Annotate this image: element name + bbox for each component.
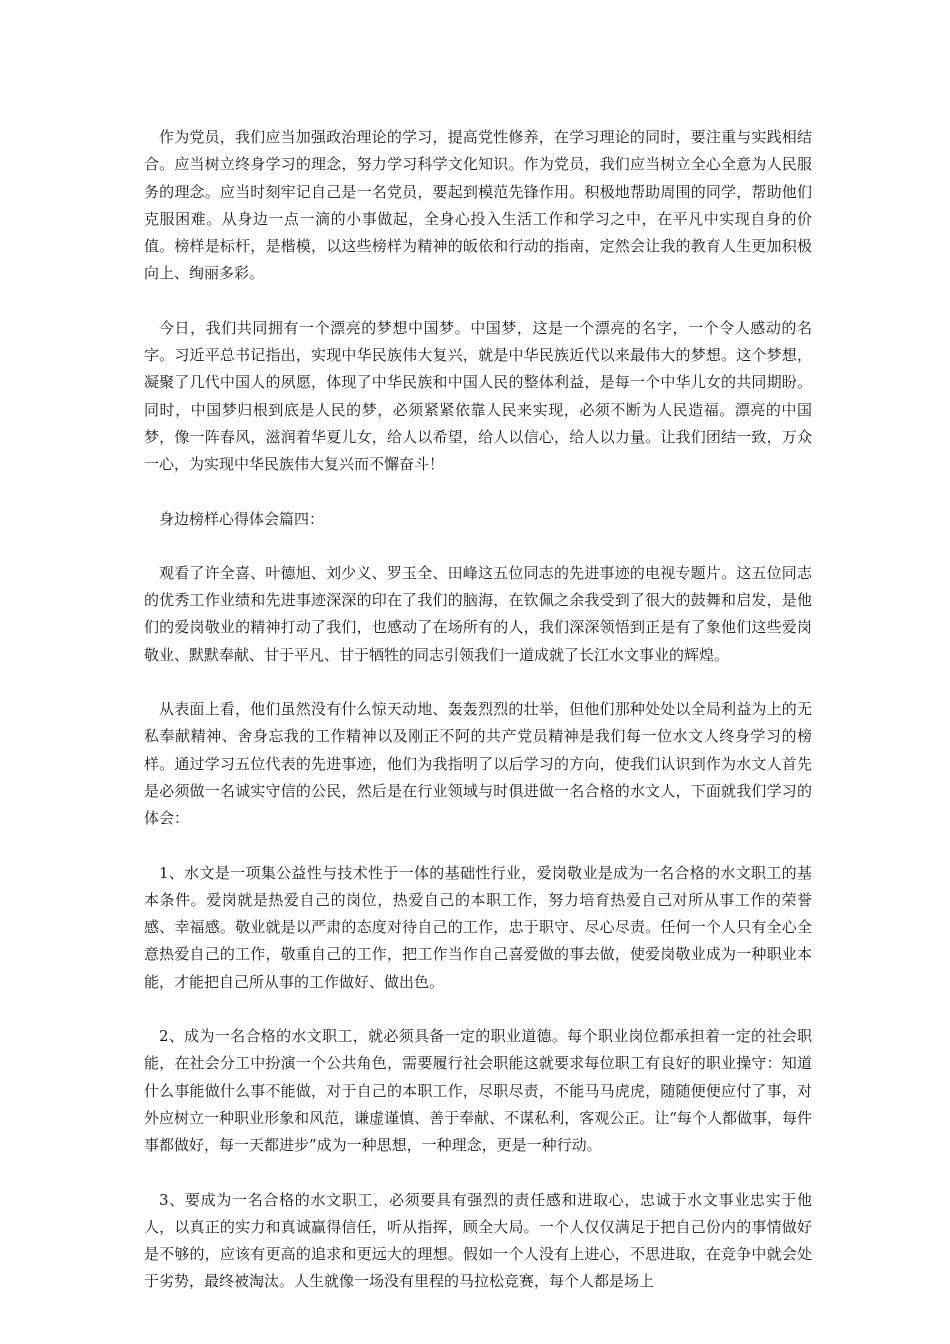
section-heading: 身边榜样心得体会篇四：	[159, 509, 325, 528]
paragraph-point-2: 2、成为一名合格的水文职工，就必须具备一定的职业道德。每个职业岗位都承担着一定的社会职能，在社会分工中扮演一个公共角色，需要履行社会职能这就要求每位职工有良好的职业操守：知道什么事能做什么事不能做，对于自己的本职工作，尽职尽责，不能马马虎虎，随随便便应付了事，对外应树立一种职业形象和风范，谦虚谨慎、善于奉献、不谋私利，客观公正。让“每个人都做事，每件事都做好，每一天都进步”成为一种思想，一种理念，更是一种行动。	[144, 1027, 812, 1155]
paragraph-surface-view: 从表面上看，他们虽然没有什么惊天动地、轰轰烈烈的壮举，但他们那种处处以全局利益为上的无私奉献精神、舍身忘我的工作精神以及刚正不阿的共产党员精神是我们每一位水文人终身学习的榜样。通过学习五位代表的先进事迹，他们为我指明了以后学习的方向，使我们认识到作为水文人首先是必须做一名诚实守信的公民，然后是在行业领域与时俱进做一名合格的水文人，下面就我们学习的体会：	[144, 700, 812, 828]
paragraph-party-member: 作为党员，我们应当加强政治理论的学习，提高党性修养，在学习理论的同时，要注重与实践相结合。应当树立终身学习的理念，努力学习科学文化知识。作为党员，我们应当树立全心全意为人民服务的理念。应当时刻牢记自己是一名党员，要起到模范先锋作用。积极地帮助周围的同学，帮助他们克服困难。从身边一点一滴的小事做起，全身心投入生活工作和学习之中，在平凡中实现自身的价值。榜样是标杆，是楷模，以这些榜样为精神的皈依和行动的指南，定然会让我的教育人生更加积极向上、绚丽多彩。	[144, 128, 812, 283]
paragraph-five-comrades: 观看了许全喜、叶德旭、刘少义、罗玉全、田峰这五位同志的先进事迹的电视专题片。这五位同志的优秀工作业绩和先进事迹深深的印在了我们的脑海，在钦佩之余我受到了很大的鼓舞和启发，是他们的爱岗敬业的精神打动了我们，也感动了在场所有的人，我们深深领悟到正是有了象他们这些爱岗敬业、默默奉献、甘于平凡、甘于牺牲的同志引领我们一道成就了长江水文事业的辉煌。	[144, 563, 812, 664]
paragraph-point-3: 3、要成为一名合格的水文职工，必须要具有强烈的责任感和进取心，忠诚于水文事业忠实于他人，以真正的实力和真诚赢得信任，听从指挥，顾全大局。一个人仅仅满足于把自己份内的事情做好是不够的，应该有更高的追求和更远大的理想。假如一个人没有上进心，不思进取，在竞争中就会处于劣势，最终被淘汰。人生就像一场没有里程的马拉松竞赛，每个人都是场上	[144, 1190, 812, 1291]
document-body	[144, 124, 812, 1323]
paragraph-china-dream: 今日，我们共同拥有一个漂亮的梦想中国梦。中国梦，这是一个漂亮的名字，一个令人感动的名字。习近平总书记指出，实现中华民族伟大复兴，就是中华民族近代以来最伟大的梦想。这个梦想，凝聚了几代中国人的夙愿，体现了中华民族和中国人民的整体利益，是每一个中华儿女的共同期盼。同时，中国梦归根到底是人民的梦，必须紧紧依靠人民来实现，必须不断为人民造福。漂亮的中国梦，像一阵春风，滋润着华夏儿女，给人以希望，给人以信心，给人以力量。让我们团结一致，万众一心，为实现中华民族伟大复兴而不懈奋斗！	[144, 318, 812, 474]
paragraph-point-1: 1、水文是一项集公益性与技术性于一体的基础性行业，爱岗敬业是成为一名合格的水文职工的基本条件。爱岗就是热爱自己的岗位，热爱自己的本职工作，努力培育热爱自己对所从事工作的荣誉感、幸福感。敬业就是以严肃的态度对待自己的工作，忠于职守、尽心尽责。任何一个人只有全心全意热爱自己的工作，敬重自己的工作，把工作当作自己喜爱做的事去做，使爱岗敬业成为一种职业本能，才能把自己所从事的工作做好、做出色。	[144, 863, 812, 991]
